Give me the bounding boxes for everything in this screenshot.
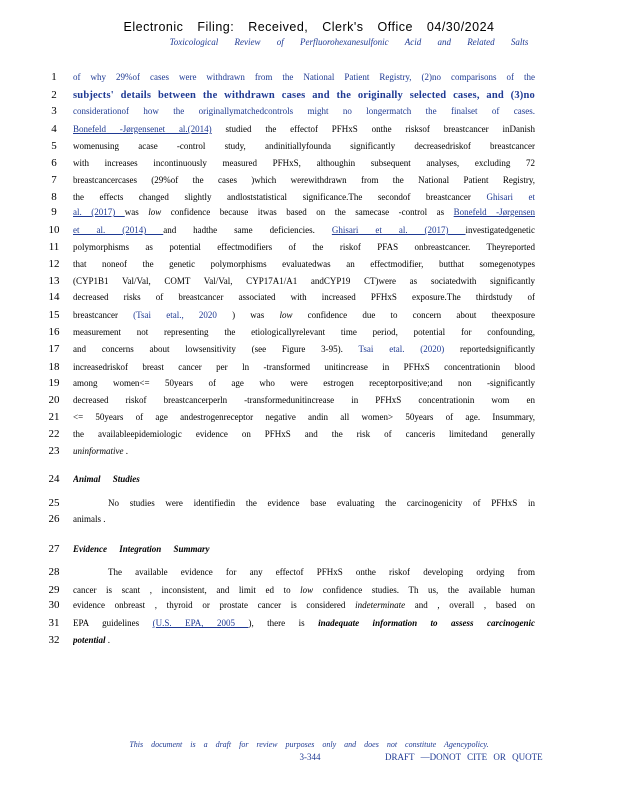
running-title: Toxicological Review of Perfluorohexanesulfonic Acid and Related Salts xyxy=(169,37,529,47)
text-run: Evidence Integration Summary xyxy=(73,544,210,554)
citation-link[interactable]: Ghisari et al. (2017) xyxy=(331,225,466,235)
text-run: No studies were identifiedin the evidence base evaluating the carcinogenicity of PFHxS in xyxy=(108,498,535,508)
line-number: 11 xyxy=(48,241,60,253)
line-number: 23 xyxy=(48,445,60,457)
text-run: ) was xyxy=(232,310,280,320)
section-heading xyxy=(73,474,535,484)
line-number: 7 xyxy=(51,174,57,186)
text-run: studied the effectof PFHxS onthe risksof breastcancer inDanish xyxy=(211,124,535,134)
text-line xyxy=(73,124,535,134)
text-line xyxy=(73,225,535,235)
citation-link[interactable]: Bonefeld -Jørgensen xyxy=(453,207,535,217)
text-line xyxy=(73,192,535,202)
text-run: considerationof how the originallymatchedcontrols might no longermatch the finalset of cases. xyxy=(73,106,535,116)
line-number: 24 xyxy=(48,473,60,485)
text-line xyxy=(73,292,535,302)
line-number: 32 xyxy=(48,634,60,646)
line-number: 10 xyxy=(48,224,60,236)
line-number: 8 xyxy=(51,191,57,203)
text-run: evidence onbreast , thyroid or prostate cancer is considered xyxy=(73,600,356,610)
text-run: measurement not representing the etiologicallyrelevant time period, potential for confounding, xyxy=(73,327,535,337)
text-run: and concerns about lowsensitivity (see Figure 3-95). xyxy=(73,344,359,354)
text-run: that noneof the genetic polymorphisms evaluatedwas an effectmodifier, butthat somegenotypes xyxy=(73,259,535,269)
line-number: 3 xyxy=(51,105,57,117)
text-line xyxy=(73,344,535,354)
text-run: increasedriskof breast cancer per ln -transformed unitincrease in PFHxS concentrationin blood xyxy=(73,362,535,372)
line-number: 22 xyxy=(48,428,60,440)
text-run: low xyxy=(300,585,314,595)
text-run: . xyxy=(105,635,111,645)
text-run: decreased riskof breastcancerperln -transformedunitincrease in PFHxS concentrationin wom en xyxy=(73,395,535,405)
text-line xyxy=(73,635,535,645)
text-line xyxy=(73,585,535,595)
text-run: Ghisari et xyxy=(486,192,535,202)
text-run: confidence because itwas based on the samecase -control as xyxy=(161,207,454,217)
text-run: confidence due to concern about theexposure xyxy=(292,310,535,320)
line-number: 30 xyxy=(48,599,60,611)
text-run: polymorphisms as potential effectmodifiers of the riskof PFAS onbreastcancer. Theyreported xyxy=(73,242,535,252)
text-line xyxy=(108,567,535,577)
text-run: ), there is xyxy=(248,618,319,628)
line-number: 5 xyxy=(51,140,57,152)
citation-link[interactable]: (U.S. EPA, 2005 xyxy=(152,618,249,628)
line-number: 9 xyxy=(51,206,57,218)
line-number: 12 xyxy=(48,258,60,270)
text-run: subjects' details between the withdrawn cases and the originally selected cases, and (3)no xyxy=(73,90,535,101)
text-line xyxy=(73,362,535,372)
line-number: 27 xyxy=(48,543,60,555)
text-run: potential xyxy=(73,635,106,645)
text-run: confidence studies. Th us, the available human xyxy=(313,585,535,595)
text-run: . xyxy=(125,446,128,456)
line-number: 14 xyxy=(48,291,60,303)
text-run: low xyxy=(279,310,293,320)
line-number: 2 xyxy=(51,89,57,101)
line-number: 16 xyxy=(48,326,60,338)
page-number: 3-344 xyxy=(299,752,321,762)
text-run: (Tsai etal., 2020 xyxy=(133,310,233,320)
text-run: and , overall , based on xyxy=(405,600,535,610)
text-run: with increases incontinuously measured PFHxS, althoughin subsequent analyses, excluding 72 xyxy=(73,158,535,168)
text-line xyxy=(73,618,535,628)
text-run: the availableepidemiologic evidence on PFHxS and the risk of canceris limitedand generally xyxy=(73,429,535,439)
text-line xyxy=(73,207,535,217)
text-line xyxy=(73,310,535,320)
text-line xyxy=(73,141,535,151)
citation-link[interactable]: Bonefeld -Jørgensenet al.(2014) xyxy=(73,124,212,134)
text-line xyxy=(73,175,535,185)
line-number: 28 xyxy=(48,566,60,578)
text-line xyxy=(73,412,535,422)
text-line xyxy=(73,514,535,524)
text-run: inadequate information to assess carcinogenic xyxy=(318,618,535,628)
text-run: low xyxy=(148,207,162,217)
text-line xyxy=(73,259,535,269)
line-number: 17 xyxy=(48,343,60,355)
line-number: 19 xyxy=(48,377,60,389)
text-run: of why 29%of cases were withdrawn from the National Patient Registry, (2)no comparisons of the xyxy=(73,72,535,82)
text-run: indeterminate xyxy=(355,600,406,610)
text-line xyxy=(73,276,535,286)
line-number: 13 xyxy=(48,275,60,287)
text-run: among women<= 50years of age who were estrogen receptorpositive;and non -significantly xyxy=(73,378,535,388)
text-run: The available evidence for any effectof PFHxS onthe riskof developing ordying from xyxy=(108,567,535,577)
text-line xyxy=(73,378,535,388)
citation-link[interactable]: al. (2017) xyxy=(73,207,125,217)
text-run: the effects changed slightly andloststatistical significance.The secondof breastcancer xyxy=(73,192,487,202)
filing-stamp: Electronic Filing: Received, Clerk's Office 04/30/2024 xyxy=(123,20,495,34)
text-line xyxy=(73,600,535,610)
text-run: breastcancercases (29%of the cases )which werewithdrawn from the National Patient Registry, xyxy=(73,175,535,185)
text-run: reportedsignificantly xyxy=(444,344,535,354)
text-line xyxy=(73,72,535,82)
text-run: Tsai etal. (2020) xyxy=(358,344,445,354)
text-run: investigatedgenetic xyxy=(465,225,535,235)
text-line xyxy=(73,446,535,456)
text-run: Animal Studies xyxy=(73,474,140,484)
text-run: cancer is scant , inconsistent, and limit ed to xyxy=(73,585,301,595)
line-number: 31 xyxy=(48,617,60,629)
text-line xyxy=(73,327,535,337)
text-run: animals . xyxy=(73,514,106,524)
text-run: and hadthe same deficiencies. xyxy=(163,225,332,235)
text-run: <= 50years of age andestrogenreceptor negative andin all women> 50years of age. Insummary, xyxy=(73,412,535,422)
text-run: breastcancer xyxy=(73,310,134,320)
text-line xyxy=(73,90,535,101)
line-number: 29 xyxy=(48,584,60,596)
line-number: 4 xyxy=(51,123,57,135)
text-run: decreased risks of breastcancer associated with increased PFHxS exposure.The thirdstudy of xyxy=(73,292,535,302)
line-number: 18 xyxy=(48,361,60,373)
text-line xyxy=(73,395,535,405)
draft-notice: DRAFT —DONOT CITE OR QUOTE xyxy=(385,752,543,762)
text-run: EPA guidelines xyxy=(73,618,153,628)
citation-link[interactable]: et al. (2014) xyxy=(73,225,164,235)
line-number: 21 xyxy=(48,411,60,423)
line-number: 20 xyxy=(48,394,60,406)
line-number: 26 xyxy=(48,513,60,525)
draft-disclaimer: This document is a draft for review purposes only and does not constitute Agencypolicy. xyxy=(129,740,489,749)
line-number: 1 xyxy=(51,71,57,83)
text-line xyxy=(73,242,535,252)
text-line xyxy=(73,158,535,168)
section-heading xyxy=(73,544,535,554)
text-run: was xyxy=(124,207,149,217)
text-line xyxy=(73,106,535,116)
text-line xyxy=(108,498,535,508)
text-line xyxy=(73,429,535,439)
line-number: 15 xyxy=(48,309,60,321)
text-run: womenusing acase -control study, andinitiallyfounda significantly decreasedriskof breastcancer xyxy=(73,141,535,151)
text-run: uninformative xyxy=(73,446,126,456)
text-run: (CYP1B1 Val/Val, COMT Val/Val, CYP17A1/A1 andCYP19 CT)were as sociatedwith significantly xyxy=(73,276,535,286)
line-number: 25 xyxy=(48,497,60,509)
line-number: 6 xyxy=(51,157,57,169)
